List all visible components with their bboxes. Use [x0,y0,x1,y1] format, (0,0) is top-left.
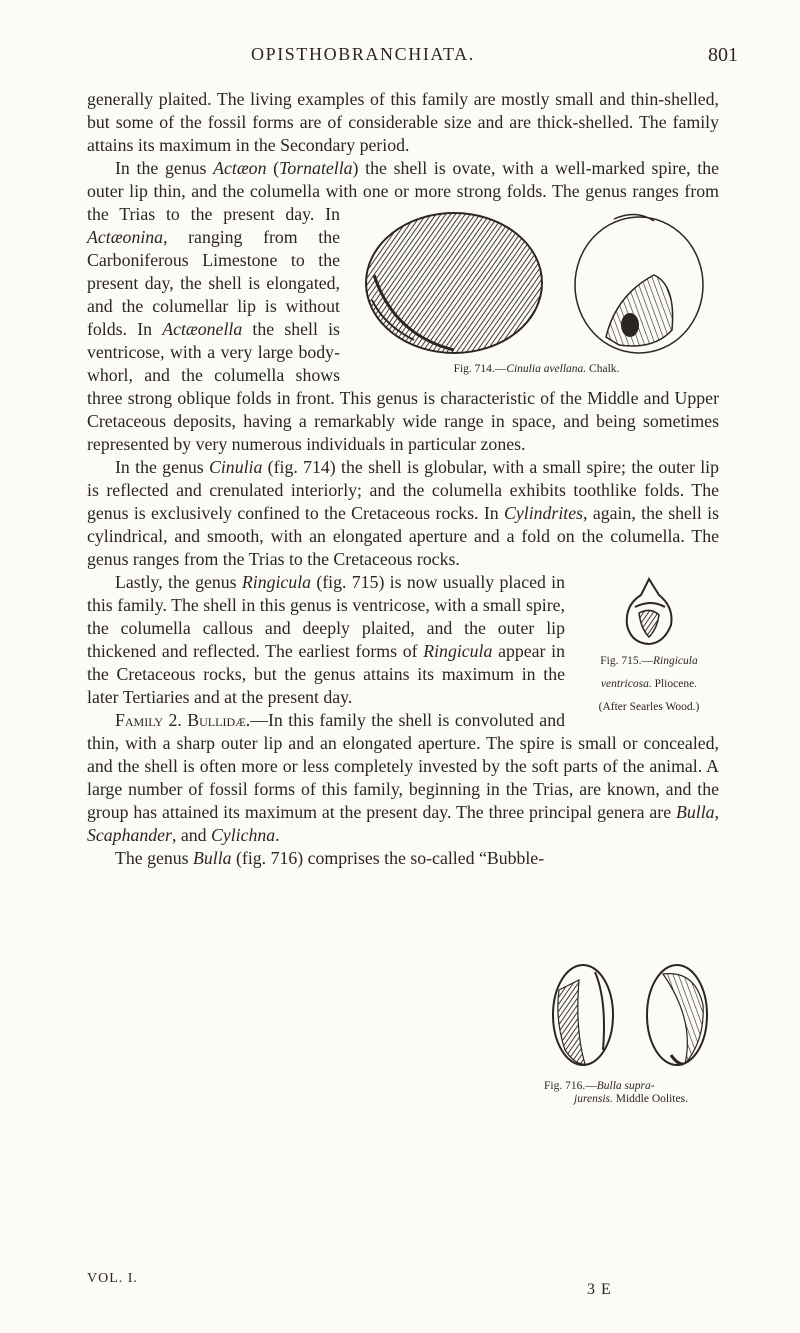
ringicula-shell-illustration [619,577,679,647]
figure-715-caption: Fig. 715.—Ringicula ventricosa. Pliocene. (After Searles Wood.) [598,655,700,713]
page-number: 801 [708,44,738,66]
paragraph-6: The genus Bulla (fig. 716) comprises the so-called “Bubble- [115,848,545,868]
family-heading: Family 2. Bullidæ. [115,710,251,730]
bulla-shell-illustration [545,960,715,1075]
figure-714 [354,205,719,378]
body-text [87,88,719,870]
paragraph-1: generally plaited. The living examples of this family are mostly small and thin-shelled, but some of the fossil forms are of considerable size and are thick-shelled. The family attains its maximum in the Secondary period. [87,89,719,155]
page-footer [87,1271,719,1311]
figure-716 [540,960,720,1106]
paragraph-3: In the genus Cinulia (fig. 714) the shell is globular, with a small spire; the outer lip is reflected and crenulated interiorly; and the columella exhibits toothlike folds. The genus is exclusively confined to the Cretaceous rocks. In Cylindrites, again, the shell is cylindrical, and smooth, with an elongated aperture and a fold on the columella. The genus ranges from the Trias to the Cretaceous rocks. [87,457,720,569]
figure-716-caption: Fig. 716.—Bulla supra- jurensis. Middle Oolites. [544,1080,688,1105]
volume-label: VOL. I. [87,1271,138,1286]
page-header [0,44,800,70]
paragraph-4: Fig. 715.—Ringicula ventricosa. Pliocene. (After Searles Wood.) Lastly, the genus Ringicula (fig. 715) is now usually placed in this family. The shell in this genus is ventricose, with a small spire, the columella callous and deeply plaited, and the outer lip thickened and reflected. The earliest forms of Ringicula appear in the Cretaceous rocks, but the genus attains its maximum in the later Tertiaries and at the present day. [87,571,719,709]
figure-715 [579,577,719,716]
paragraph-2: In the genus Actæon (Tornatella) the shell is ovate, with a well-marked spire, the outer lip thin, and the columella with one or more strong folds. The genus ranges from the Trias to the present day. In Fig. 714.—Cinulia avellana. Chalk. Actæonina, ranging from the Carboniferous Limestone to the present day, the shell is elongated, and the columellar lip is without folds. In Actæonella the shell is ventricose, with a very large body-whorl, and the columella shows three strong oblique folds in front. This genus is characteristic of the Middle and Upper Cretaceous deposits, having a remarkably wide range in space, and being sometimes represented by very numerous individuals in particular zones. [87,158,719,454]
signature-mark: 3 E [587,1281,612,1298]
paragraph-5: Family 2. Bullidæ.—In this family the shell is convoluted and thin, with a sharp outer lip and an elongated aperture. The spire is small or concealed, and the shell is often more or less completely invested by the soft parts of the animal. A large number of fossil forms of this family, beginning in the Trias, are known, and the group has attained its maximum at the present day. The three principal genera are Bulla, Scaphander, and Cylichna. [87,710,719,845]
cinulia-shell-illustration [354,205,719,355]
running-head: OPISTHOBRANCHIATA. [251,44,475,64]
figure-714-caption: Fig. 714.—Cinulia avellana. Chalk. [453,363,620,375]
